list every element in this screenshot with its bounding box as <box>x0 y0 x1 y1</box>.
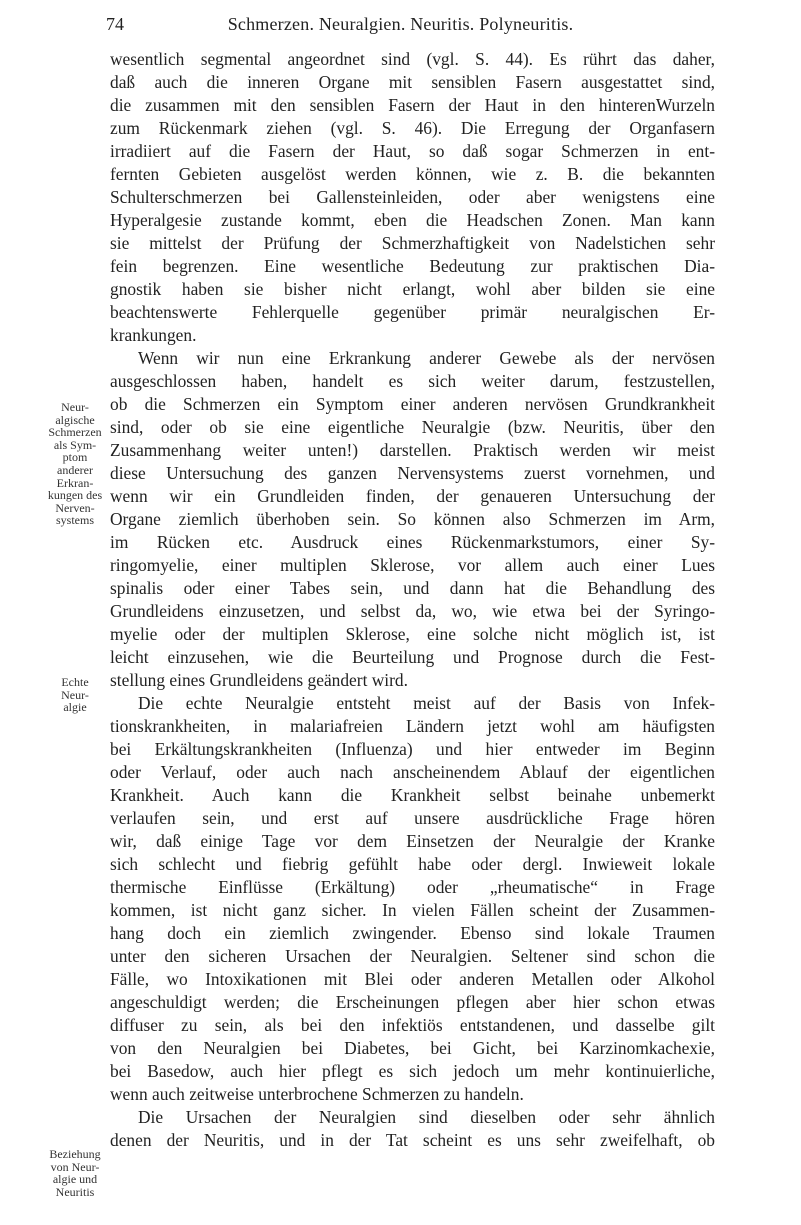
margin-note-line: ptom <box>62 450 88 465</box>
margin-note-line: Neur- <box>61 400 89 414</box>
text-line: von den Neuralgien bei Diabetes, bei Gicht, bei Karzinomkachexie, <box>110 1038 715 1058</box>
margin-note-line: Nerven- <box>55 500 95 515</box>
text-line: oder Verlauf, oder auch nach anscheinendem Ablauf der eigentlichen <box>110 762 715 782</box>
margin-note-line: Schmerzen <box>48 425 102 440</box>
margin-note-line: von Neur- <box>50 1159 100 1174</box>
margin-note-line: als Sym- <box>53 437 97 452</box>
margin-note-line: anderer <box>57 462 93 477</box>
text-line: wesentlich segmental angeordnet sind (vgl. S. 44). Es rührt das daher, <box>110 49 715 69</box>
text-line: gnostik haben sie bisher nicht erlangt, wohl aber bilden sie eine <box>110 279 715 299</box>
text-line: tionskrankheiten, in malariafreien Ländern jetzt wohl am häufigsten <box>110 716 715 736</box>
text-line: stellung eines Grundleidens geändert wird. <box>110 670 408 690</box>
margin-note-line: algie und <box>52 1172 98 1187</box>
text-line: bei Erkältungskrankheiten (Influenza) und hier entweder im Beginn <box>110 739 715 759</box>
text-line: bei Basedow, auch hier pflegt es sich jedoch um mehr kontinuierliche, <box>110 1061 715 1081</box>
text-line: Organe ziemlich überhoben sein. So können also Schmerzen im Arm, <box>110 509 715 529</box>
text-line: wenn wir ein Grundleiden finden, der genaueren Untersuchung der <box>110 486 715 506</box>
text-line: denen der Neuritis, und in der Tat scheint es uns sehr zweifelhaft, ob <box>110 1130 715 1150</box>
text-line: sich schlecht und fiebrig gefühlt habe oder dergl. Inwieweit lokale <box>110 854 715 874</box>
text-line: wenn auch zeitweise unterbrochene Schmerzen zu handeln. <box>110 1084 524 1104</box>
text-line: Wenn wir nun eine Erkrankung anderer Gewebe als der nervösen <box>138 348 715 368</box>
margin-note-line: kungen des <box>47 488 103 503</box>
running-header <box>0 14 801 40</box>
text-line: irradiiert auf die Fasern der Haut, so daß sogar Schmerzen in ent- <box>110 141 715 161</box>
text-line: ausgeschlossen haben, handelt es sich weiter darum, festzustellen, <box>110 371 715 391</box>
text-line: wir, daß einige Tage vor dem Einsetzen der Neuralgie der Kranke <box>110 831 715 851</box>
text-line: Schulterschmerzen bei Gallensteinleiden, oder aber wenigstens eine <box>110 187 715 207</box>
text-line: hang doch ein ziemlich zwingender. Ebenso sind lokale Traumen <box>110 923 715 943</box>
text-line: Krankheit. Auch kann die Krankheit selbst beinahe unbemerkt <box>110 785 715 805</box>
text-line: ob die Schmerzen ein Symptom einer anderen nervösen Grundkrankheit <box>110 394 715 414</box>
text-line: diese Untersuchung des ganzen Nervensystems zuerst vornehmen, und <box>110 463 715 483</box>
page-number: 74 <box>106 14 124 34</box>
margin-note-line: systems <box>55 513 94 528</box>
text-line: myelie oder der multiplen Sklerose, eine solche nicht möglich ist, ist <box>110 624 715 644</box>
margin-note-line: Erkran- <box>56 475 94 490</box>
text-line: kommen, ist nicht ganz sicher. In vielen Fällen scheint der Zusammen- <box>110 900 715 920</box>
running-title: Schmerzen. Neuralgien. Neuritis. Polyneuritis. <box>227 14 574 34</box>
text-line: angeschuldigt werden; die Erscheinungen pflegen aber hier schon etwas <box>110 992 715 1012</box>
text-line: unter den sicheren Ursachen der Neuralgien. Seltener sind schon die <box>110 946 715 966</box>
margin-note-true-neuralgia <box>40 676 110 714</box>
text-line: Hyperalgesie zustande kommt, eben die Headschen Zonen. Man kann <box>110 210 715 230</box>
text-line: krankungen. <box>110 325 197 345</box>
text-line: Die Ursachen der Neuralgien sind dieselben oder sehr ähnlich <box>138 1107 715 1127</box>
text-line: Grundleidens einzusetzen, und selbst da, wo, wie etwa bei der Syringo- <box>110 601 715 621</box>
text-line: zum Rückenmark ziehen (vgl. S. 46). Die Erregung der Organfasern <box>110 118 715 138</box>
margin-note-neuralgic-pain <box>40 401 110 527</box>
text-line: leicht einzusehen, wie die Beurteilung und Prognose durch die Fest- <box>110 647 715 667</box>
text-line: die zusammen mit den sensiblen Fasern der Haut in den hinterenWurzeln <box>110 95 715 115</box>
text-line: ringomyelie, einer multiplen Sklerose, vor allem auch einer Lues <box>110 555 715 575</box>
text-line: fein begrenzen. Eine wesentliche Bedeutung zur praktischen Dia- <box>110 256 715 276</box>
text-line: sind, oder ob sie eine eigentliche Neuralgie (bzw. Neuritis, über den <box>110 417 715 437</box>
text-line: thermische Einflüsse (Erkältung) oder „rheumatische“ in Frage <box>110 877 715 897</box>
margin-note-line: algische <box>55 412 95 427</box>
margin-note-line: Neur- <box>61 687 89 702</box>
text-line: Die echte Neuralgie entsteht meist auf der Basis von Infek- <box>138 693 715 713</box>
text-line: sie mittelst der Prüfung der Schmerzhaftigkeit von Nadelstichen sehr <box>110 233 715 253</box>
text-line: Fälle, wo Intoxikationen mit Blei oder anderen Metallen oder Alkohol <box>110 969 715 989</box>
margin-note-line: Beziehung <box>49 1147 101 1161</box>
text-line: verlaufen sein, und erst auf unsere ausdrückliche Frage hören <box>110 808 715 828</box>
body-text <box>110 48 715 1152</box>
margin-note-line: algie <box>63 700 87 715</box>
text-line: beachtenswerte Fehlerquelle gegenüber primär neuralgischen Er- <box>110 302 715 322</box>
margin-note-relation-neuralgia-neuritis <box>40 1148 110 1198</box>
text-line: im Rücken etc. Ausdruck eines Rückenmarkstumors, einer Sy- <box>110 532 715 552</box>
margin-note-line: Echte <box>61 675 89 689</box>
text-line: Zusammenhang weiter unten!) darstellen. Praktisch werden wir meist <box>110 440 715 460</box>
margin-note-line: Neuritis <box>55 1184 95 1199</box>
text-line: daß auch die inneren Organe mit sensiblen Fasern ausgestattet sind, <box>110 72 715 92</box>
text-line: diffuser zu sein, als bei den infektiös entstandenen, und dasselbe gilt <box>110 1015 715 1035</box>
text-line: fernten Gebieten ausgelöst werden können, wie z. B. die bekannten <box>110 164 715 184</box>
text-line: spinalis oder einer Tabes sein, und dann hat die Behandlung des <box>110 578 715 598</box>
